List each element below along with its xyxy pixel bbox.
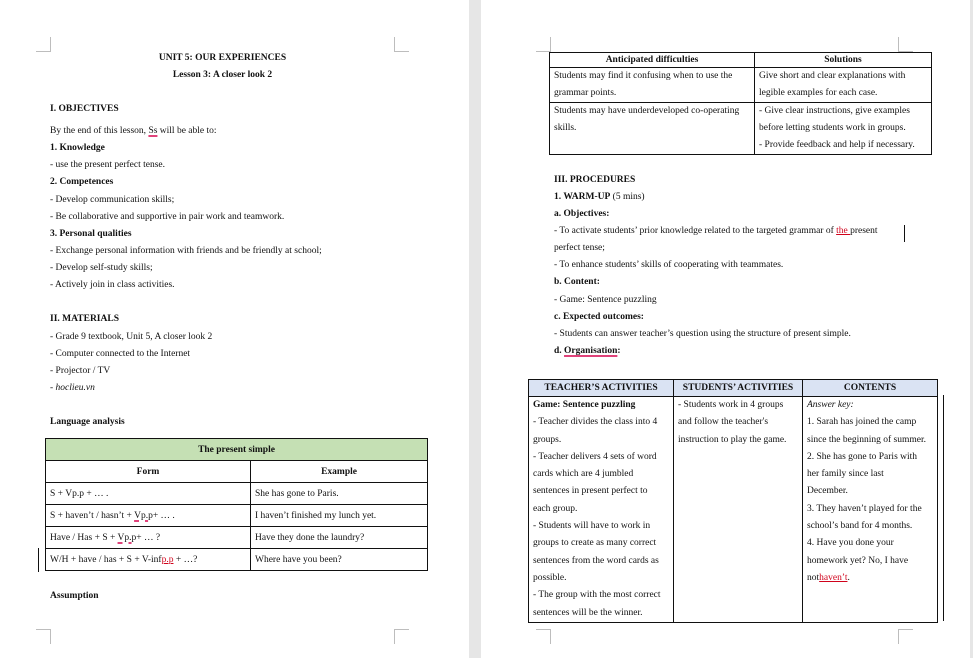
text-cursor	[904, 225, 905, 242]
content-item: - Game: Sentence puzzling	[554, 295, 657, 305]
crop-mark-bottom-left	[536, 629, 551, 644]
table-row	[46, 549, 428, 571]
cell-text: since the beginning of summer.	[807, 434, 926, 445]
competence-item: - Be collaborative and supportive in pair work and teamwork.	[50, 212, 285, 222]
material-item-link	[50, 382, 95, 394]
cell-text: 2. She has gone to Paris with	[807, 451, 918, 462]
cell-text: - Give clear instructions, give examples	[759, 106, 910, 116]
difficulties-table	[549, 52, 932, 155]
column-header-solutions: Solutions	[755, 53, 932, 68]
column-header-difficulties: Anticipated difficulties	[550, 53, 755, 68]
column-header-example: Example	[251, 461, 428, 483]
competence-item: - Develop communication skills;	[50, 195, 175, 205]
table-row	[46, 505, 428, 527]
cell-text: homework yet? No, I have	[807, 555, 909, 566]
column-header-teacher: TEACHER’S ACTIVITIES	[529, 380, 674, 397]
intro-text: By the end of this lesson,	[50, 126, 149, 136]
knowledge-heading: 1. Knowledge	[50, 143, 105, 153]
document-title: UNIT 5: OUR EXPERIENCES	[158, 53, 287, 63]
form-text-end: p+ … .	[148, 510, 175, 521]
cell-text: - The group with the most correct	[533, 590, 661, 601]
cell-text-tracked	[807, 570, 933, 587]
material-item: - Computer connected to the Internet	[50, 349, 191, 359]
language-analysis-heading: Language analysis	[50, 417, 125, 427]
cell-text: 4. Have you done your	[807, 538, 894, 549]
cell-text: - Teacher delivers 4 sets of word	[533, 451, 657, 462]
competences-heading: 2. Competences	[50, 177, 114, 187]
table-row	[550, 68, 932, 103]
outcomes-heading: c. Expected outcomes:	[554, 312, 644, 322]
warmup-objective	[554, 225, 878, 237]
objectives-heading: I. OBJECTIVES	[50, 104, 119, 114]
materials-heading: II. MATERIALS	[50, 314, 119, 324]
hoclieu-link[interactable]: hoclieu.vn	[55, 383, 95, 393]
material-item: - Grade 9 textbook, Unit 5, A closer look 2	[50, 332, 213, 342]
procedures-heading: III. PROCEDURES	[554, 175, 636, 185]
crop-mark-bottom-left	[36, 629, 51, 644]
cell-text: skills.	[554, 123, 577, 133]
cell-text: 1. Sarah has joined the camp	[807, 417, 917, 428]
lesson-subtitle: Lesson 3: A closer look 2	[172, 70, 273, 80]
tracked-insertion[interactable]: the	[836, 226, 851, 236]
spelling-flag[interactable]: Ss	[148, 126, 158, 136]
cell-text: - Teacher divides the class into 4	[533, 417, 658, 428]
cell-text: school’s band for 4 months.	[807, 521, 913, 532]
procedure-table	[528, 379, 938, 623]
quality-item: - Exchange personal information with friends and be friendly at school;	[50, 246, 322, 256]
cell-text: sentences from the word cards as	[533, 555, 659, 566]
cell-text: and follow the teacher's	[678, 417, 769, 428]
column-header-contents: CONTENTS	[803, 380, 938, 397]
cell-text: sentences in present perfect to	[533, 486, 648, 497]
objective-text: - To activate students’ prior knowledge related to the targeted grammar of	[554, 226, 837, 236]
student-activities-cell	[674, 397, 803, 623]
example-cell: Where have you been?	[251, 549, 428, 571]
content-heading: b. Content:	[554, 277, 600, 287]
assumption-heading: Assumption	[50, 591, 99, 601]
activity-title: Game: Sentence puzzling	[533, 400, 636, 410]
table-row	[46, 483, 428, 505]
change-bar	[943, 395, 944, 621]
spelling-flag[interactable]: Vp.	[117, 532, 132, 543]
crop-mark-top-right	[394, 37, 409, 52]
organisation-heading	[554, 345, 621, 357]
warmup-heading	[554, 191, 645, 203]
outcomes-item: - Students can answer teacher’s question using the structure of present simple.	[554, 329, 851, 339]
cell-text: each group.	[533, 503, 578, 514]
grammar-table	[45, 438, 428, 571]
objectives-intro	[50, 125, 217, 137]
cell-text: December.	[807, 486, 848, 497]
table-row	[550, 103, 932, 155]
form-text-end: p+ … ?	[131, 532, 161, 543]
organisation-suffix: :	[617, 346, 621, 356]
warmup-title: 1. WARM-UP	[554, 192, 611, 202]
warmup-duration: (5 mins)	[610, 192, 645, 202]
cell-text: - Students will have to work in	[533, 521, 651, 532]
table-row	[529, 397, 938, 623]
form-cell	[46, 527, 251, 549]
cell-text: legible examples for each case.	[759, 88, 878, 98]
organisation-prefix: d.	[554, 346, 565, 356]
warmup-objective-cont: perfect tense;	[554, 243, 605, 253]
crop-mark-bottom-right	[394, 629, 409, 644]
cell-text: - Provide feedback and help if necessary.	[759, 140, 915, 150]
column-header-students: STUDENTS’ ACTIVITIES	[674, 380, 803, 397]
material-item: - Projector / TV	[50, 366, 111, 376]
contents-cell	[803, 397, 938, 623]
objective-text-end: present	[850, 226, 878, 236]
change-bar	[38, 548, 39, 572]
tracked-insertion[interactable]: haven’t	[819, 572, 848, 583]
link-prefix: -	[50, 383, 56, 393]
column-header-form: Form	[46, 461, 251, 483]
cell-text: Students may find it confusing when to use the	[554, 71, 733, 81]
spelling-flag[interactable]: Vp.	[134, 510, 149, 521]
period: .	[847, 572, 850, 583]
form-text: Have / Has + S +	[50, 532, 118, 543]
answer-key-label: Answer key:	[807, 400, 854, 410]
cell-text: Give short and clear explanations with	[759, 71, 906, 81]
cell-text: her family since last	[807, 469, 884, 480]
form-cell	[46, 483, 251, 505]
document-page-1	[0, 0, 469, 658]
cell-text: before letting students work in groups.	[759, 123, 906, 133]
table-row	[46, 527, 428, 549]
document-page-2	[481, 0, 973, 658]
solution-cell	[755, 68, 932, 103]
knowledge-item: - use the present perfect tense.	[50, 160, 166, 170]
spelling-flag[interactable]: Organisation	[564, 346, 618, 356]
tracked-insertion[interactable]: p.p	[161, 554, 174, 565]
crop-mark-top-left	[36, 37, 51, 52]
qualities-heading: 3. Personal qualities	[50, 229, 132, 239]
form-text: S + Vp.p + … .	[50, 488, 109, 499]
crop-mark-top-right	[898, 37, 913, 52]
warmup-objective: - To enhance students’ skills of cooperating with teammates.	[554, 260, 784, 270]
quality-item: - Actively join in class activities.	[50, 280, 175, 290]
example-cell: Have they done the laundry?	[251, 527, 428, 549]
difficulty-cell	[550, 103, 755, 155]
cell-text: instruction to play the game.	[678, 434, 787, 445]
grammar-table-title: The present simple	[46, 439, 428, 461]
cell-text: possible.	[533, 572, 567, 583]
cell-text: grammar points.	[554, 88, 617, 98]
solution-cell	[755, 103, 932, 155]
cell-text: groups to create as many correct	[533, 538, 657, 549]
cell-text: - Students work in 4 groups	[678, 400, 784, 410]
example-cell: I haven’t finished my lunch yet.	[251, 505, 428, 527]
warmup-objectives-heading: a. Objectives:	[554, 209, 610, 219]
form-text: S + haven’t / hasn’t +	[50, 510, 135, 521]
teacher-activities-cell	[529, 397, 674, 623]
form-cell	[46, 549, 251, 571]
deleted-text: not	[807, 572, 820, 583]
difficulty-cell	[550, 68, 755, 103]
cell-text: groups.	[533, 434, 562, 445]
crop-mark-top-left	[536, 37, 551, 52]
form-text-end: + …?	[173, 554, 198, 565]
cell-text: 3. They haven’t played for the	[807, 503, 922, 514]
crop-mark-bottom-right	[898, 629, 913, 644]
cell-text: cards which are 4 jumbled	[533, 469, 634, 480]
quality-item: - Develop self-study skills;	[50, 263, 153, 273]
cell-text: Students may have underdeveloped co-operating	[554, 106, 740, 116]
form-text: W/H + have / has + S + V-inf	[50, 554, 162, 565]
cell-text: sentences will be the winner.	[533, 607, 643, 618]
form-cell	[46, 505, 251, 527]
example-cell: She has gone to Paris.	[251, 483, 428, 505]
intro-text-end: will be able to:	[157, 126, 217, 136]
